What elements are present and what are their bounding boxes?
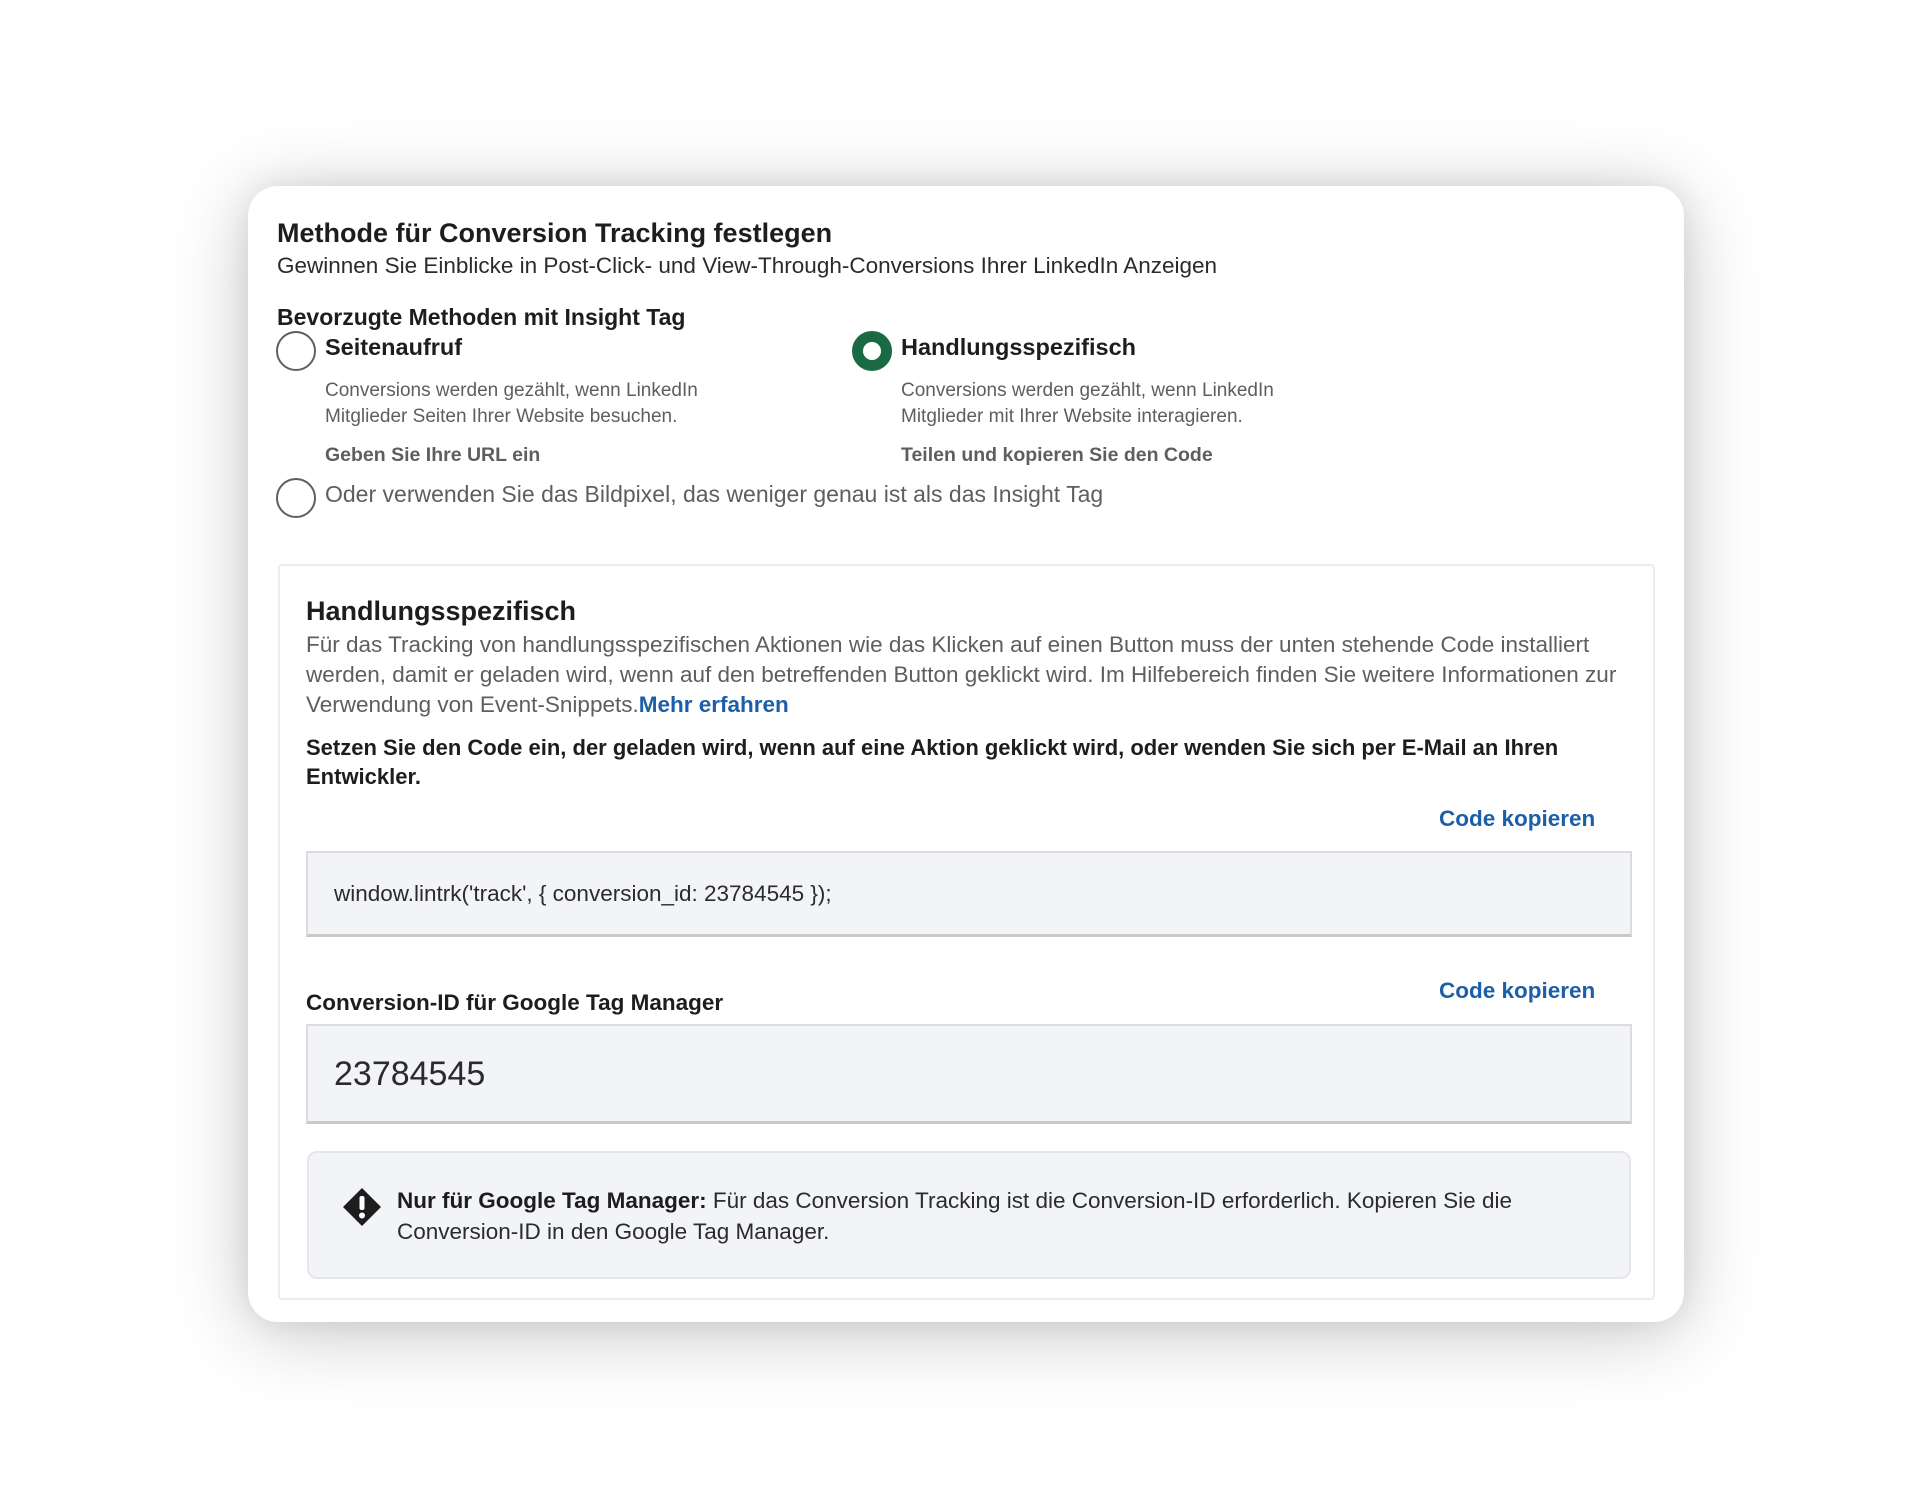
panel-description-text: Für das Tracking von handlungsspezifischen Aktionen wie das Klicken auf einen Button muss der unten stehende Code installiert werden, damit er geladen wird, wenn auf den betreffenden Button geklickt wird. Im Hilfebereich finden Sie weitere Informationen zur Verwendung von Event-Snippets. xyxy=(306,632,1617,717)
page-subtitle: Gewinnen Sie Einblicke in Post-Click- und View-Through-Conversions Ihrer LinkedIn Anzeigen xyxy=(277,253,1218,278)
gtm-conversion-id-label: Conversion-ID für Google Tag Manager xyxy=(306,990,724,1015)
methods-section-label: Bevorzugte Methoden mit Insight Tag xyxy=(277,304,686,330)
panel-instruction: Setzen Sie den Code ein, der geladen wird, wenn auf eine Aktion geklickt wird, oder wenden Sie sich per E-Mail an Ihren Entwickler. xyxy=(306,735,1559,789)
warning-diamond-icon xyxy=(342,1187,382,1227)
panel-title: Handlungsspezifisch xyxy=(306,596,577,626)
option-handlungsspezifisch-action: Teilen und kopieren Sie den Code xyxy=(901,444,1213,466)
learn-more-link[interactable]: Mehr erfahren xyxy=(638,692,789,717)
option-seitenaufruf-desc xyxy=(325,378,785,430)
radio-bildpixel[interactable] xyxy=(276,478,316,518)
handlungsspezifisch-panel xyxy=(278,564,1655,1300)
option-seitenaufruf-action: Geben Sie Ihre URL ein xyxy=(325,444,541,466)
page-title: Methode für Conversion Tracking festlegen xyxy=(277,218,833,248)
conversion-id-box[interactable]: 23784545 xyxy=(306,1024,1632,1124)
notice-text xyxy=(397,1185,1607,1247)
radio-seitenaufruf[interactable] xyxy=(276,331,316,371)
notice-body: Für das Conversion Tracking ist die Conversion-ID erforderlich. Kopieren Sie die Conversion-ID in den Google Tag Manager. xyxy=(397,1188,1512,1244)
option-handlungsspezifisch-desc-line2: Mitglieder mit Ihrer Website interagieren. xyxy=(901,406,1243,427)
radio-handlungsspezifisch[interactable] xyxy=(852,331,892,371)
option-seitenaufruf-title[interactable]: Seitenaufruf xyxy=(325,334,463,360)
copy-code-button[interactable]: Code kopieren xyxy=(1439,806,1596,831)
option-seitenaufruf-desc-line1: Conversions werden gezählt, wenn LinkedIn xyxy=(325,380,698,401)
gtm-notice xyxy=(307,1151,1631,1279)
option-handlungsspezifisch-title[interactable]: Handlungsspezifisch xyxy=(901,334,1137,360)
option-handlungsspezifisch-desc xyxy=(901,378,1361,430)
conversion-method-card xyxy=(248,186,1684,1322)
copy-conversion-id-button[interactable]: Code kopieren xyxy=(1439,978,1596,1003)
option-handlungsspezifisch-desc-line1: Conversions werden gezählt, wenn LinkedIn xyxy=(901,380,1274,401)
option-bildpixel-label[interactable]: Oder verwenden Sie das Bildpixel, das weniger genau ist als das Insight Tag xyxy=(325,481,1104,507)
notice-bold: Nur für Google Tag Manager: xyxy=(397,1188,707,1213)
code-snippet-box[interactable]: window.lintrk('track', { conversion_id: 23784545 }); xyxy=(306,851,1632,937)
panel-description xyxy=(306,630,1626,720)
option-seitenaufruf-desc-line2: Mitglieder Seiten Ihrer Website besuchen. xyxy=(325,406,678,427)
